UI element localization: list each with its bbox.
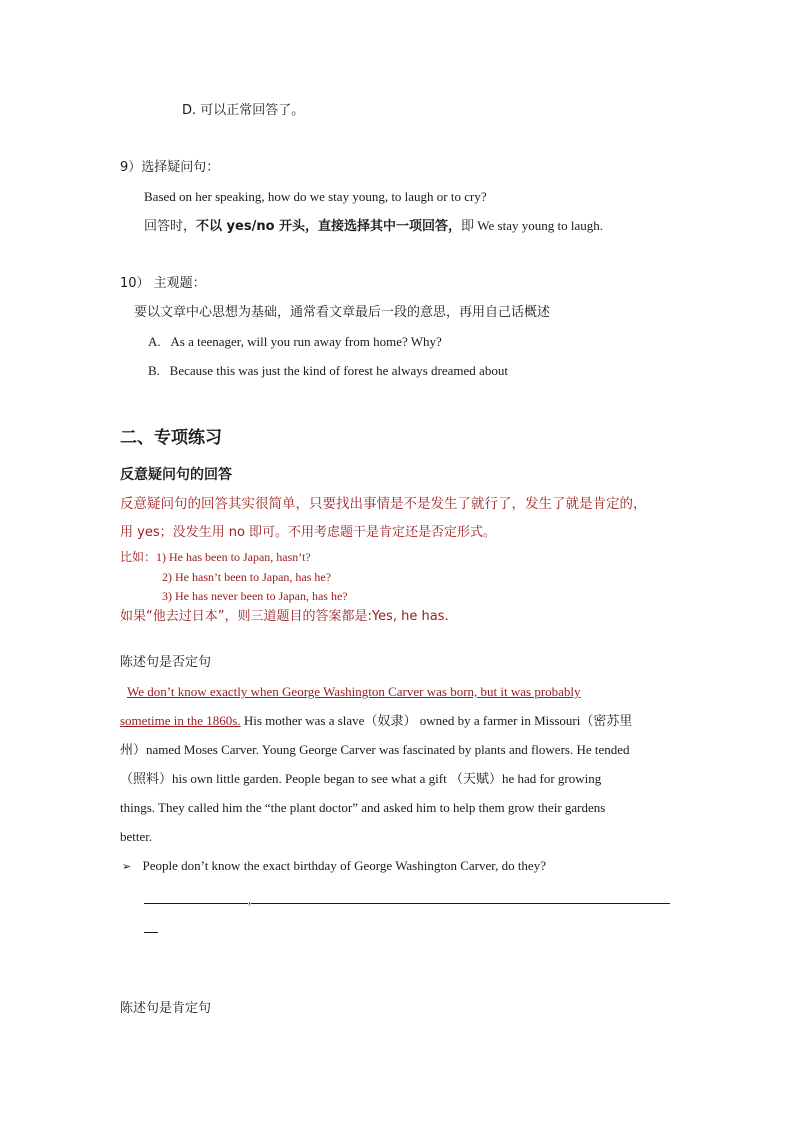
- answer-comma: ,: [248, 892, 252, 907]
- q10-instruction: 要以文章中心思想为基础，通常看文章最后一段的意思，再用自己话概述: [134, 305, 551, 320]
- q9-answer-bold: 不以 yes/no 开头，直接选择其中一项回答，: [196, 219, 462, 234]
- answer-blank-short[interactable]: [144, 891, 248, 904]
- answer-blank-long[interactable]: [251, 891, 670, 904]
- q9-example: Based on her speaking, how do we stay young, to laugh or to cry?: [144, 189, 487, 204]
- answer-blank-tail[interactable]: [144, 920, 158, 933]
- q10-heading: 10） 主观题：: [120, 276, 206, 291]
- example-1: [120, 549, 311, 565]
- q8-option-d: D. 可以正常回答了。: [182, 103, 305, 118]
- q9-answer-suffix: 即 We stay young to laugh.: [461, 218, 603, 233]
- rule-line-2: 用 yes；没发生用 no 即可。不用考虑题干是肯定还是否定形式。: [120, 525, 497, 540]
- option-text: As a teenager, will you run away from home? Why?: [170, 334, 442, 349]
- passage-underlined-1: We don’t know exactly when George Washington Carver was born, but it was probably: [127, 684, 581, 699]
- option-text: Because this was just the kind of forest he always dreamed about: [169, 363, 508, 378]
- q10-option-b: [148, 363, 508, 379]
- answer-blank-line: [144, 891, 670, 908]
- q9-answer-prefix: 回答时，: [144, 219, 197, 234]
- q9-answer-line: [144, 218, 603, 235]
- passage-underlined-2: sometime in the 1860s.: [120, 713, 241, 728]
- rule-line-1: 反意疑问句的回答其实很简单，只要找出事情是不是发生了就行了，发生了就是肯定的，: [120, 496, 647, 512]
- passage-line-5: things. They called him the “the plant doctor” and asked him to help them grow their gardens: [120, 800, 606, 815]
- section-subtitle: 反意疑问句的回答: [120, 467, 232, 483]
- passage-line-6: better.: [120, 829, 153, 844]
- conclusion: 如果“他去过日本”，则三道题目的答案都是:Yes, he has.: [120, 609, 449, 624]
- answer-blank-continuation: [144, 920, 158, 937]
- section-title: 二、专项练习: [120, 428, 222, 448]
- example-text: 1) He has been to Japan, hasn’t?: [156, 550, 311, 564]
- bullet-arrow-icon: ➢: [122, 860, 132, 873]
- example-prefix: 比如：: [120, 550, 157, 564]
- example-2: 2) He hasn’t been to Japan, has he?: [162, 570, 332, 584]
- option-label: A.: [148, 334, 161, 349]
- question-text: People don’t know the exact birthday of George Washington Carver, do they?: [142, 858, 546, 873]
- question-line: [122, 858, 546, 875]
- option-label: B.: [148, 363, 160, 378]
- example-3: 3) He has never been to Japan, has he?: [162, 589, 348, 603]
- passage-line-2: [120, 713, 632, 729]
- passage-line-3: 州）named Moses Carver. Young George Carver was fascinated by plants and flowers. He tended: [120, 742, 630, 757]
- passage-line-4: （照料）his own little garden. People began to see what a gift （天赋）he had for growing: [120, 771, 602, 786]
- q10-option-a: [148, 334, 442, 350]
- negative-heading: 陈述句是否定句: [120, 655, 212, 670]
- passage-text-2: His mother was a slave（奴隶） owned by a farmer in Missouri（密苏里: [240, 713, 633, 728]
- positive-heading: 陈述句是肯定句: [120, 1001, 212, 1016]
- q9-heading: 9）选择疑问句：: [120, 160, 220, 175]
